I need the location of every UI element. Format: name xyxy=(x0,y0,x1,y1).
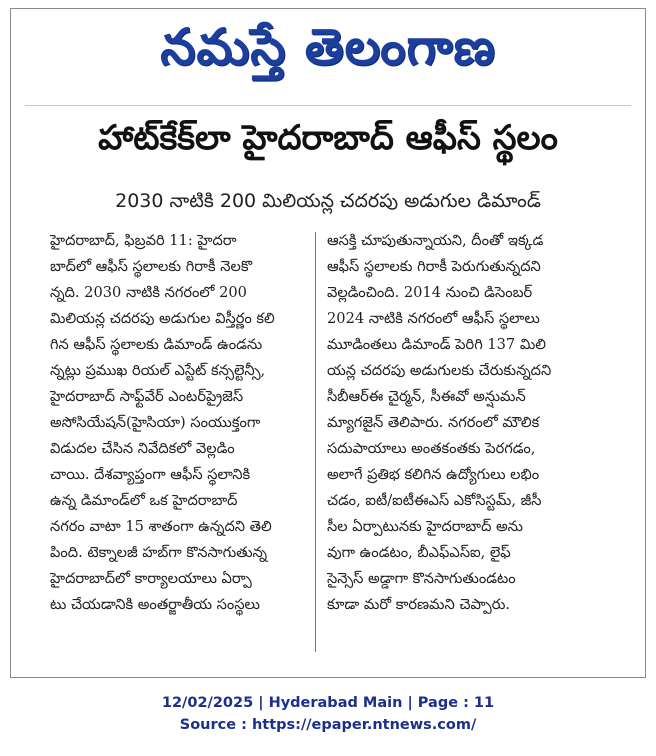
masthead-divider xyxy=(25,105,631,106)
masthead-title: నమస్తే తెలంగాణ xyxy=(160,17,496,76)
article-line: న్నట్లు ప్రముఖ రియల్ ఎస్టేట్ కన్సల్టెన్సీ, xyxy=(50,362,266,379)
article-line: సీల ఏర్పాటునకు హైదరాబాద్ అను xyxy=(327,518,523,535)
article-headline: హాట్‌కేక్‌లా హైదరాబాద్ ఆఫీస్ స్థలం xyxy=(98,118,558,158)
article-line: చడం, ఐటీ/ఐటీఈఎస్ ఎకోసిస్టమ్, జీసీ xyxy=(327,492,542,509)
article-line: నగరం వాటా 15 శాతంగా ఉన్నదని తెలి xyxy=(50,518,272,535)
page-footer xyxy=(0,692,656,736)
article-line: హైదరాబాద్‌లో కార్యాలయాలు ఏర్పా xyxy=(50,570,252,587)
column-divider xyxy=(315,232,316,652)
article-line: ఉన్న డిమాండ్‌లో ఒక హైదరాబాద్ xyxy=(50,492,238,509)
article-right-column xyxy=(327,228,605,618)
article-line: 2024 నాటికి నగరంలో ఆఫీస్ స్థలాలు xyxy=(327,310,540,327)
article-line: మిలియన్ల చదరపు అడుగుల విస్తీర్ణం కలి xyxy=(50,310,275,327)
article-subheadline: 2030 నాటికి 200 మిలియన్ల చదరపు అడుగుల డిమాండ్ xyxy=(115,190,541,212)
masthead xyxy=(11,13,645,93)
article-line: యన్ల చదరపు అడుగులకు చేరుకున్నదని xyxy=(327,362,552,379)
article-line: కూడా మరో కారణమని చెప్పారు. xyxy=(327,596,511,613)
article-line: సదుపాయాలు అంతకంతకు పెరగడం, xyxy=(327,440,536,457)
article-line: చాయి. దేశవ్యాప్తంగా ఆఫీస్ స్థలానికి xyxy=(50,466,251,483)
article-line: గిన ఆఫీస్ స్థలాలకు డిమాండ్ ఉండను xyxy=(50,336,263,353)
article-line: ఆఫీస్ స్థలాలకు గిరాకీ పెరుగుతున్నదని xyxy=(327,258,541,275)
source-link: Source : https://epaper.ntnews.com/ xyxy=(179,717,477,733)
article-line: సీబీఆర్ఈ చైర్మన్, సీఈవో అన్షుమన్ xyxy=(327,388,526,405)
article-line: బాద్‌లో ఆఫీస్ స్థలాలకు గిరాకీ నెలకొ xyxy=(50,258,253,275)
article-line: మూడింతలు డిమాండ్ పెరిగి 137 మిలి xyxy=(327,336,546,353)
article-line: న్నది. 2030 నాటికి నగరంలో 200 xyxy=(50,284,247,301)
article-line: పింది. టెక్నాలజీ హబ్‌గా కొనసాగుతున్న xyxy=(50,544,268,561)
article-line: హైదరాబాద్, ఫిబ్రవరి 11: హైదరా xyxy=(50,232,237,249)
article-line: ఆసక్తి చూపుతున్నాయని, దీంతో ఇక్కడ xyxy=(327,232,544,249)
article-line: అసోసియేషన్(హైసియా) సంయుక్తంగా xyxy=(50,414,261,431)
article-line: విడుదల చేసిన నివేదికలో వెల్లడిం xyxy=(50,440,235,457)
article-left-column xyxy=(50,228,325,618)
article-line: వెల్లడించింది. 2014 నుంచి డిసెంబర్ xyxy=(327,284,533,301)
article-line: సైన్సెస్ అడ్డాగా కొనసాగుతుండటం xyxy=(327,570,516,587)
edition-info: 12/02/2025 | Hyderabad Main | Page : 11 xyxy=(161,695,495,711)
article-line: అలాగే ప్రతిభ కలిగిన ఉద్యోగులు లభిం xyxy=(327,466,540,483)
article-line: టు చేయడానికి అంతర్జాతీయ సంస్థలు xyxy=(50,596,260,613)
article-line: హైదరాబాద్ సాఫ్ట్‌వేర్ ఎంటర్‌ప్రైజెస్ xyxy=(50,388,244,405)
article-line: వుగా ఉండటం, బీఎఫ్ఎస్ఐ, లైఫ్ xyxy=(327,544,511,561)
article-line: మ్యాగజైన్ తెలిపారు. నగరంలో మౌలిక xyxy=(327,414,540,431)
